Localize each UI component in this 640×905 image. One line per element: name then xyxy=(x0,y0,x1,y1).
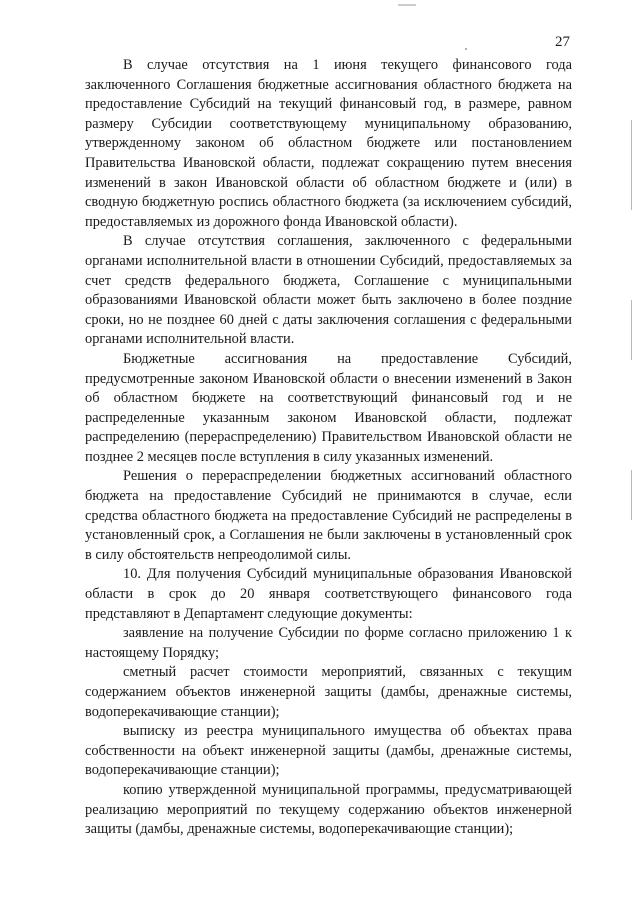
scan-speck xyxy=(465,48,467,50)
list-item: копию утвержденной муниципальной программы, предусматривающей реализацию мероприятий по текущему содержанию объектов инженерной защиты (дамбы, дренажные системы, водоперекачивающие станции); xyxy=(85,781,572,838)
scan-artifact xyxy=(398,4,416,6)
paragraph: В случае отсутствия соглашения, заключенного с федеральными органами исполнительной власти в отношении Субсидий, предоставляемых за счет средств федерального бюджета, Соглашение с муниципальными образованиями Ивановской области может быть заключено в более поздние сроки, но не позднее 60 дней с даты заключения соглашения с федеральными органами исполнительной власти. xyxy=(85,233,572,348)
list-item: заявление на получение Субсидии по форме согласно приложению 1 к настоящему Порядку; xyxy=(85,625,572,661)
document-body xyxy=(85,56,572,840)
paragraph: Решения о перераспределении бюджетных ассигнований областного бюджета на предоставление Субсидий не принимаются в случае, если средства областного бюджета на предоставление Субсидий не распределены в установленный срок, а Соглашения не были заключены в установленный срок в силу обстоятельств непреодолимой силы. xyxy=(85,468,572,563)
paragraph: Бюджетные ассигнования на предоставление Субсидий, предусмотренные законом Ивановской области о внесении изменений в Закон об областном бюджете на соответствующий финансовый год и не распределенные указанным законом Ивановской области, подлежат распределению (перераспределению) Правительством Ивановской области не позднее 2 месяцев после вступления в силу указанных изменений. xyxy=(85,350,572,465)
paragraph: В случае отсутствия на 1 июня текущего финансового года заключенного Соглашения бюджетные ассигнования областного бюджета на предоставление Субсидий на текущий финансовый год, в размере, равном размеру Субсидии соответствующему муниципальному образованию, утвержденному законом об областном бюджете или постановлением Правительства Ивановской области, подлежат сокращению путем внесения изменений в закон Ивановской области об областном бюджете и (или) в сводную бюджетную роспись областного бюджета (за исключением субсидий, предоставляемых из дорожного фонда Ивановской области). xyxy=(85,57,572,230)
list-item: выписку из реестра муниципального имущества об объектах права собственности на объект инженерной защиты (дамбы, дренажные системы, водоперекачивающие станции); xyxy=(85,723,572,779)
paragraph: 10. Для получения Субсидий муниципальные образования Ивановской области в срок до 20 января соответствующего финансового года представляют в Департамент следующие документы: xyxy=(85,566,572,622)
scan-edge-mark xyxy=(631,120,632,210)
scan-edge-mark xyxy=(631,300,632,360)
list-item: сметный расчет стоимости мероприятий, связанных с текущим содержанием объектов инженерной защиты (дамбы, дренажные системы, водоперекачивающие станции); xyxy=(85,664,572,720)
scan-edge-mark xyxy=(631,470,632,520)
page-number: 27 xyxy=(555,34,570,50)
